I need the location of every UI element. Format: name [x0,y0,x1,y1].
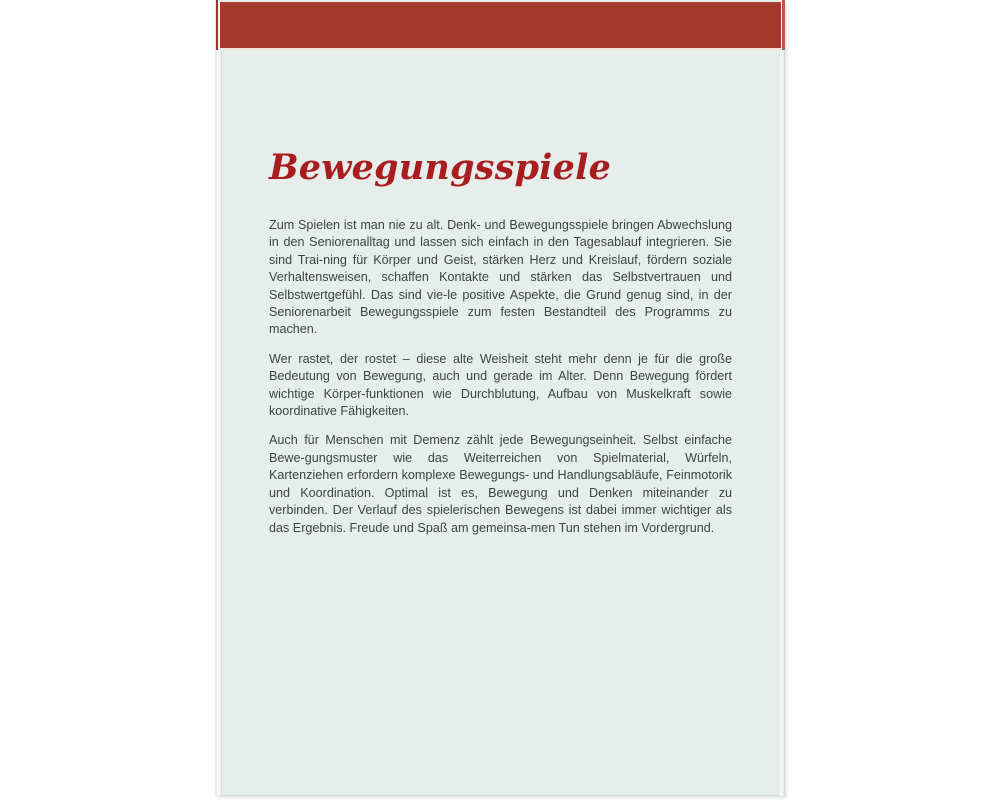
body-paragraph: Auch für Menschen mit Demenz zählt jede Bewegungseinheit. Selbst einfache Bewe-gungsmuster wie das Weiterreichen von Spielmaterial, Würfeln, Kartenziehen erfordern komplexe Bewegungs- und Handlungsabläufe, Feinmotorik und Koordination. Optimal ist es, Bewegung und Denken miteinander zu verbinden. Der Verlauf des spielerischen Bewegens ist dabei immer wichtiger als das Ergebnis. Freude und Spaß am gemeinsa-men Tun stehen im Vordergrund. [269,433,732,535]
header-band-right-rule [782,0,785,50]
page-right-edge-highlight [780,0,783,796]
body-paragraph: Wer rastet, der rostet – diese alte Weisheit steht mehr denn je für die große Bedeutung von Bewegung, auch und gerade im Alter. Denn Bewegung fördert wichtige Körper-funktionen wie Durchblutung, Aufbau von Muskelkraft sowie koordinative Fähigkeiten. [269,351,732,419]
body-paragraph: Zum Spielen ist man nie zu alt. Denk- und Bewegungsspiele bringen Abwechslung in den Seniorenalltag und lassen sich einfach in den Tagesablauf integrieren. Sie sind Trai-ning für Körper und Geist, stärken Herz und Kreislauf, fördern soziale Verhaltensweisen, schaffen Kontakte und stärken das Selbstvertrauen und Selbstwertgefühl. Das sind vie-le positive Aspekte, die Grund genug sind, in der Seniorenarbeit Bewegungsspiele zum festen Bestandteil des Programms zu machen. [269,218,732,337]
header-band [220,2,781,48]
content-column [269,147,732,537]
header-band-left-rule [216,0,218,50]
page-title: Bewegungsspiele [269,147,612,188]
header-band-highlight [220,2,781,4]
header-band-underline [220,48,781,50]
page-left-edge-rule [221,0,222,796]
page-left-edge-highlight [217,0,220,796]
